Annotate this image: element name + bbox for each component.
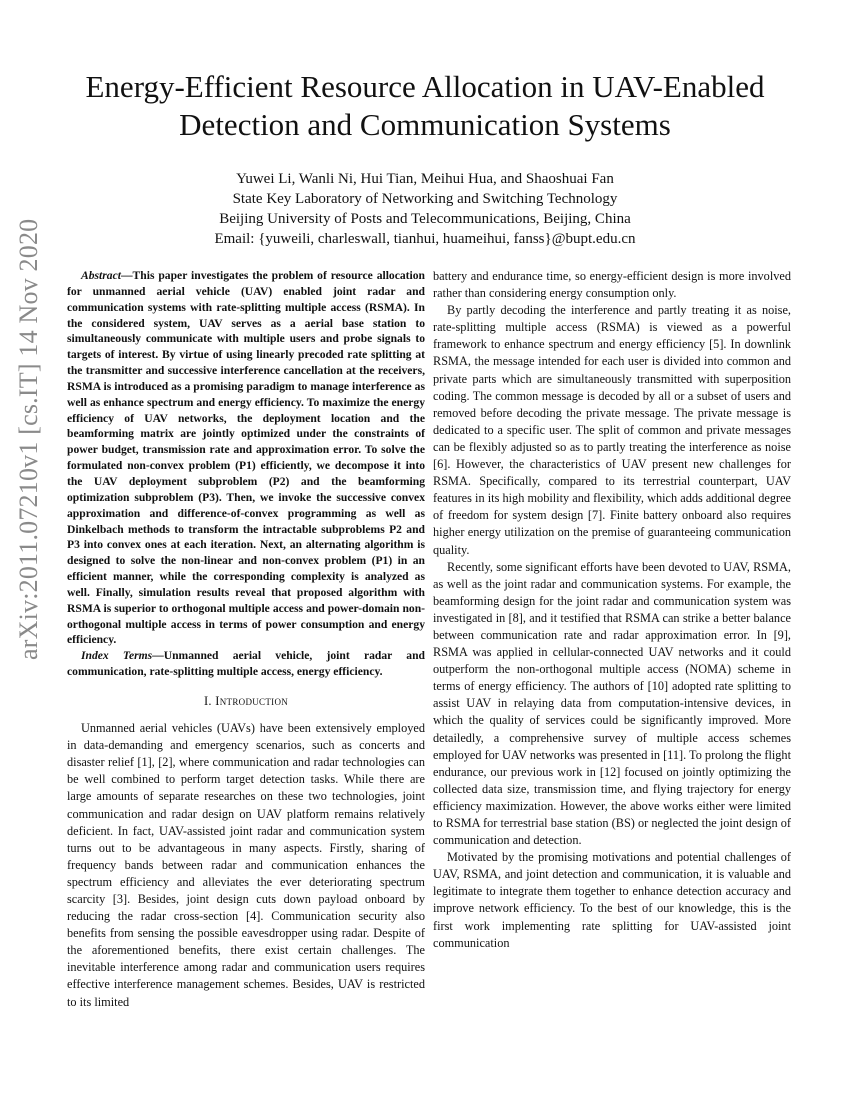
abstract-label: Abstract xyxy=(81,269,121,282)
right-column xyxy=(433,268,791,952)
left-column xyxy=(67,268,425,1011)
title-line-2: Detection and Communication Systems xyxy=(179,107,671,142)
affiliation-lab: State Key Laboratory of Networking and Switching Technology xyxy=(232,191,618,207)
section-heading xyxy=(67,693,425,710)
intro-paragraph-2: By partly decoding the interference and partly treating it as noise, rate-splitting multiple access (RSMA) is viewed as a powerful framework to enhance spectrum and energy efficiency [5]. In downlink RSMA, the message intended for each user is divided into common and private parts which are simultaneously transmitted with superposition coding. The common message is decoded by all or a subset of users and removed before decoding the private message. The private message is dedicated to a specific user. The split of common and private messages can be flexibly adjusted so as to partly treating the interference as noise [6]. However, the characteristics of UAV present new challenges for RSMA. Specifically, compared to its terrestrial counterpart, UAV features in its high mobility and flexibility, which adds additional degree of freedom for system design [7]. Finite battery onboard also requires higher energy utilization on the premise of guaranteeing communication quality. xyxy=(433,303,791,557)
arxiv-identifier: arXiv:2011.07210v1 [cs.IT] 14 Nov 2020 xyxy=(14,218,43,660)
abstract-text: —This paper investigates the problem of resource allocation for unmanned aerial vehicle (UAV) enabled joint radar and communication systems with rate-splitting multiple access (RSMA). In the considered system, UAV serves as a aerial base station to simultaneously communicate with multiple users and probe signals to targets of interest. By virtue of using linearly precoded rate splitting at the transmitter and successive interference cancellation at the receivers, RSMA is introduced as a promising paradigm to manage interference as well as enhance spectrum and energy efficiency. To maximize the energy efficiency of UAV networks, the deployment location and the beamforming matrix are jointly optimized under the constraints of power budget, transmission rate and approximation error. To solve the formulated non-convex problem (P1) efficiently, we decompose it into the UAV deployment subproblem (P2) and the beamforming optimization subproblem (P3). Then, we invoke the successive convex approximation and difference-of-convex programming as well as Dinkelbach methods to transform the intractable subproblems P2 and P3 into convex ones at each iteration. Next, an alternating algorithm is designed to solve the non-linear and non-convex problem (P1) in an efficient manner, while the corresponding complexity is analyzed as well. Finally, simulation results reveal that proposed algorithm with RSMA is superior to orthogonal multiple access and power-domain non-orthogonal multiple access in terms of power consumption and energy efficiency. xyxy=(67,269,425,647)
title-line-1: Energy-Efficient Resource Allocation in UAV-Enabled xyxy=(85,69,765,104)
affiliation-university: Beijing University of Posts and Telecommunications, Beijing, China xyxy=(219,211,631,227)
paper-title xyxy=(40,68,810,144)
section-number: I. xyxy=(203,693,216,708)
index-terms-label: Index Terms xyxy=(81,649,153,663)
abstract xyxy=(67,268,425,680)
author-email: Email: {yuweili, charleswall, tianhui, huameihui, fanss}@bupt.edu.cn xyxy=(214,231,636,247)
intro-paragraph-1: Unmanned aerial vehicles (UAVs) have been extensively employed in data-demanding and emergency scenarios, such as concerts and disaster relief [1], [2], where communication and radar technologies can be well combined to perform target detection tasks. While there are large amounts of separate researches on these two technologies, joint communication and radar design on UAV platform remains relatively deficient. In fact, UAV-assisted joint radar and communication system turns out to be advantageous in many aspects. Firstly, sharing of frequency bands between radar and communication enhances the spectrum efficiency and alleviates the ever deteriorating spectrum scarcity [3]. Besides, joint design cuts down payload onboard by reducing the radar cross-section [4]. Communication security also benefits from sensing the possible eavesdropper using radar. Despite of the aforementioned benefits, there exist certain challenges. The inevitable interference among radar and communication users requires effective interference management schemes. Besides, UAV is restricted to its limited xyxy=(67,721,425,1009)
section-title: Introduction xyxy=(215,693,289,708)
author-list: Yuwei Li, Wanli Ni, Hui Tian, Meihui Hua, and Shaoshuai Fan xyxy=(236,171,614,187)
intro-paragraph-3: Recently, some significant efforts have been devoted to UAV, RSMA, as well as the joint radar and communication systems. For example, the beamforming design for the joint radar and communication system was investigated in [8], and it testified that RSMA can strike a better balance between communication rate and radar approximation error. In [9], RSMA was applied in cellular-connected UAV networks and it could outperform the non-orthogonal multiple access (NOMA) scheme in terms of energy efficiency. The authors of [10] adopted rate splitting to assist UAV in relaying data from computation-intensive devices, in which the quality of services could be significantly improved. More detailedly, a comprehensive survey of multiple access schemes employed for UAV networks was presented in [11]. To prolong the flight endurance, our previous work in [12] focused on jointly optimizing the collected data size, transmission time, and flying trajectory for energy efficiency maximization. However, the above works either were limited to RSMA for terrestrial base station (BS) or neglected the joint design of communication and detection. xyxy=(433,559,791,848)
intro-paragraph-continued: battery and endurance time, so energy-efficient design is more involved rather than considering energy consumption only. xyxy=(433,269,791,301)
index-terms-text: —Unmanned aerial vehicle, joint radar and communication, rate-splitting multiple access, energy efficiency. xyxy=(67,649,425,679)
intro-paragraph-4: Motivated by the promising motivations and potential challenges of UAV, RSMA, and joint detection and communication, it is valuable and legitimate to integrate them together to enhance detection accuracy and improve network efficiency. To the best of our knowledge, this is the first work implementing rate splitting for UAV-assisted joint communication xyxy=(433,850,791,950)
